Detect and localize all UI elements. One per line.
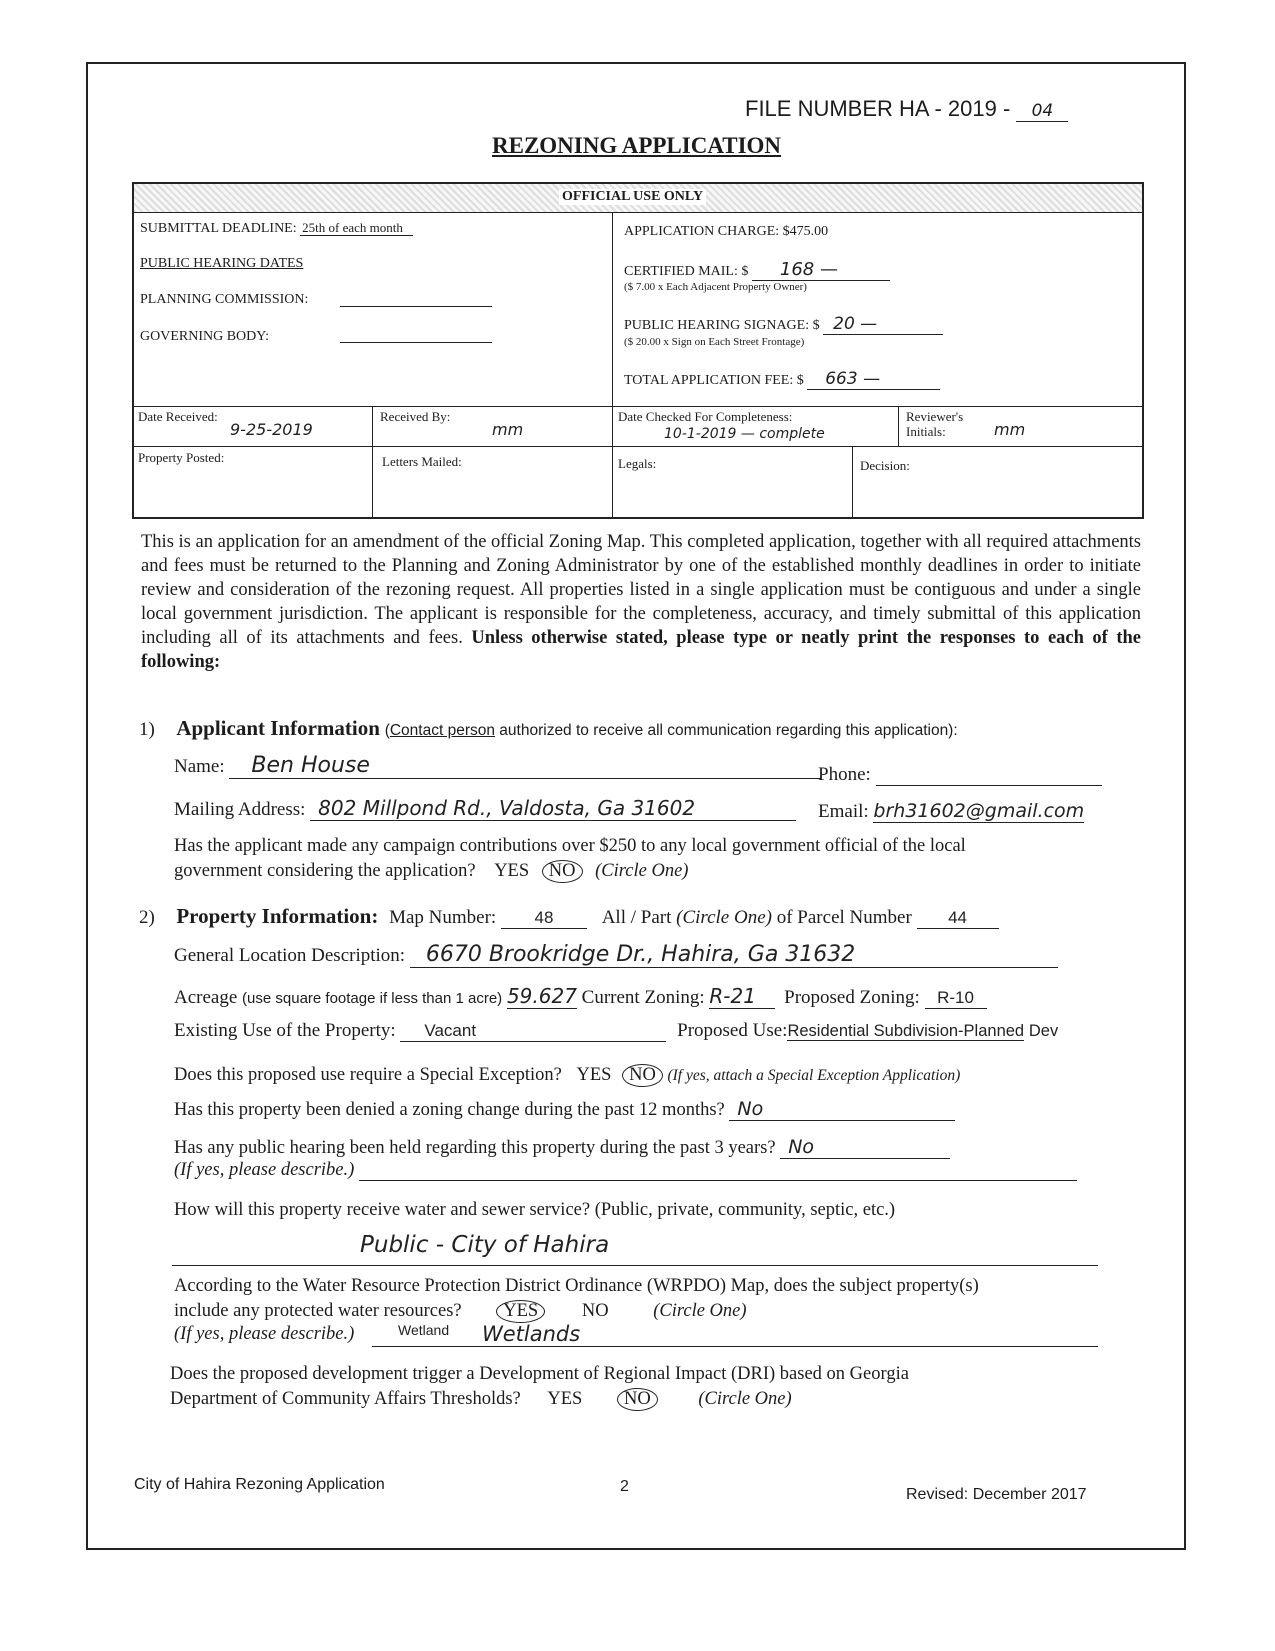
address-field[interactable]: 802 Millpond Rd., Valdosta, Ga 31602 bbox=[310, 796, 796, 821]
email-row bbox=[818, 800, 1084, 823]
name-field[interactable]: Ben House bbox=[229, 753, 821, 779]
intro-text: This is an application for an amendment of the official Zoning Map. This completed application, together with all required attachments and fees must be returned to the Planning and Zoning Administrator by one of the established monthly deadlines in order to initiate review and consideration of the rezoning request. All properties listed in a single application must be contiguous and under a single local government jurisdiction. The applicant is responsible for the completeness, accuracy, and timely submittal of this application including all of its attachments and fees. bbox=[141, 532, 1141, 648]
parcel-number-field[interactable]: 44 bbox=[917, 908, 999, 929]
hearing-row bbox=[174, 1136, 950, 1159]
certified-mail-value[interactable]: 168 — bbox=[752, 259, 890, 281]
received-by-value[interactable]: mm bbox=[492, 420, 524, 439]
certified-mail-note: ($ 7.00 x Each Adjacent Property Owner) bbox=[624, 281, 807, 293]
acreage-row bbox=[174, 984, 987, 1009]
section1-header bbox=[139, 716, 958, 741]
location-label: General Location Description: bbox=[174, 945, 406, 966]
special-exception-yes-option[interactable]: YES bbox=[576, 1065, 612, 1085]
submittal-deadline-label: SUBMITTAL DEADLINE: bbox=[140, 221, 297, 236]
official-use-header bbox=[134, 184, 1142, 213]
wrpdo-yes-option[interactable]: YES bbox=[496, 1300, 545, 1323]
email-field[interactable]: brh31602@gmail.com bbox=[873, 800, 1085, 822]
wrpdo-question-1: According to the Water Resource Protection District Ordinance (WRPDO) Map, does the subject property(s) bbox=[174, 1276, 979, 1296]
dri-question-1: Does the proposed development trigger a Development of Regional Impact (DRI) based on Georgia bbox=[170, 1364, 909, 1384]
divider-horizontal-1 bbox=[134, 406, 1142, 407]
hearing-describe-label: (If yes, please describe.) bbox=[174, 1160, 355, 1180]
parcel-number-label: of Parcel Number bbox=[776, 907, 912, 928]
wrpdo-describe-field[interactable] bbox=[372, 1344, 1098, 1347]
circle-one-note: (Circle One) bbox=[595, 861, 689, 881]
reviewer-label: Reviewer's bbox=[906, 409, 964, 424]
campaign-yes-option[interactable]: YES bbox=[494, 861, 530, 881]
wrpdo-describe-row bbox=[174, 1324, 354, 1345]
paren: ( bbox=[384, 722, 390, 739]
denied-field[interactable]: No bbox=[729, 1098, 955, 1121]
existing-use-row bbox=[174, 1020, 1058, 1042]
application-charge: APPLICATION CHARGE: $475.00 bbox=[624, 224, 829, 239]
current-zoning-field[interactable]: R-21 bbox=[709, 984, 775, 1009]
dri-question-text: Department of Community Affairs Thresholds? bbox=[170, 1389, 521, 1409]
campaign-question-2 bbox=[174, 860, 688, 883]
mailing-address-row bbox=[174, 796, 796, 821]
divider-col-2 bbox=[612, 406, 613, 519]
footer-right: Revised: December 2017 bbox=[906, 1486, 1087, 1503]
section2-number: 2) bbox=[139, 907, 155, 928]
wrpdo-describe-label: (If yes, please describe.) bbox=[174, 1324, 355, 1344]
total-fee bbox=[624, 369, 940, 390]
signage-label: PUBLIC HEARING SIGNAGE: $ bbox=[624, 318, 820, 333]
file-number bbox=[745, 96, 1068, 122]
proposed-use-label: Proposed Use: bbox=[677, 1020, 788, 1041]
official-use-heading: OFFICIAL USE ONLY bbox=[559, 189, 706, 205]
section2-header bbox=[139, 904, 999, 929]
address-label: Mailing Address: bbox=[174, 799, 306, 820]
date-received-label: Date Received: bbox=[138, 409, 218, 424]
governing-body-field[interactable] bbox=[340, 342, 492, 343]
name-label: Name: bbox=[174, 756, 225, 777]
wrpdo-typed-value: Wetland bbox=[398, 1322, 450, 1338]
signage-value[interactable]: 20 — bbox=[823, 314, 943, 335]
total-fee-label: TOTAL APPLICATION FEE: $ bbox=[624, 373, 804, 388]
certified-mail bbox=[624, 259, 890, 281]
divider-horizontal-2 bbox=[134, 446, 1142, 447]
page-title: REZONING APPLICATION bbox=[492, 133, 782, 158]
date-checked-label: Date Checked For Completeness: bbox=[618, 409, 793, 424]
date-checked-value[interactable]: 10-1-2019 — complete bbox=[664, 426, 825, 442]
reviewer-value[interactable]: mm bbox=[994, 420, 1026, 439]
divider-vertical bbox=[612, 212, 613, 407]
water-question: How will this property receive water and sewer service? (Public, private, community, septic, etc.) bbox=[174, 1200, 896, 1220]
submittal-deadline-value[interactable]: 25th of each month bbox=[300, 220, 413, 236]
special-exception-note: (If yes, attach a Special Exception Application) bbox=[667, 1067, 961, 1084]
total-fee-value[interactable]: 663 — bbox=[807, 369, 940, 390]
special-exception-question: Does this proposed use require a Special Exception? bbox=[174, 1065, 562, 1085]
received-by-label: Received By: bbox=[380, 409, 451, 424]
initials-label: Initials: bbox=[906, 424, 946, 439]
denied-question: Has this property been denied a zoning change during the past 12 months? bbox=[174, 1100, 725, 1120]
section1-heading: Applicant Information bbox=[176, 716, 380, 740]
existing-use-field[interactable]: Vacant bbox=[400, 1021, 666, 1042]
acreage-label: Acreage bbox=[174, 987, 238, 1008]
circle-one-note: (Circle One) bbox=[653, 1301, 747, 1321]
footer-page-number: 2 bbox=[620, 1478, 629, 1495]
acreage-field[interactable]: 59.627 bbox=[506, 984, 577, 1008]
circle-one-note: (Circle One) bbox=[676, 907, 772, 928]
divider-col-1 bbox=[372, 406, 373, 519]
file-number-label: FILE NUMBER HA - 2019 - bbox=[745, 96, 1011, 121]
phone-field[interactable] bbox=[876, 765, 1102, 786]
proposed-use-suffix: Dev bbox=[1028, 1022, 1059, 1040]
divider-col-4 bbox=[852, 446, 853, 519]
map-number-field[interactable]: 48 bbox=[501, 908, 587, 929]
hearing-describe-field[interactable] bbox=[359, 1162, 1077, 1181]
intro-bold-text: Unless otherwise stated, please type or neatly print the responses to each of the following: bbox=[141, 628, 1142, 672]
reviewer-initials bbox=[906, 409, 963, 439]
current-zoning-label: Current Zoning: bbox=[581, 987, 705, 1008]
denied-row bbox=[174, 1098, 955, 1121]
email-label: Email: bbox=[818, 801, 869, 822]
phone-row bbox=[818, 764, 1102, 786]
campaign-question-1: Has the applicant made any campaign contributions over $250 to any local government official of the local bbox=[174, 836, 966, 856]
intro-paragraph bbox=[141, 530, 1141, 674]
proposed-zoning-label: Proposed Zoning: bbox=[784, 987, 920, 1008]
footer-left: City of Hahira Rezoning Application bbox=[134, 1476, 385, 1493]
wrpdo-question-2 bbox=[174, 1300, 747, 1323]
submittal-deadline bbox=[140, 220, 413, 237]
section1-heading-note: authorized to receive all communication regarding this application): bbox=[499, 722, 958, 739]
hearing-question: Has any public hearing been held regarding this property during the past 3 years? bbox=[174, 1138, 776, 1158]
acreage-note: (use square footage if less than 1 acre) bbox=[242, 990, 503, 1007]
circle-one-note: (Circle One) bbox=[698, 1389, 792, 1409]
name-row bbox=[174, 753, 821, 779]
governing-body-label: GOVERNING BODY: bbox=[140, 329, 269, 344]
decision-label: Decision: bbox=[860, 458, 910, 473]
wrpdo-handwritten-value[interactable]: Wetlands bbox=[482, 1322, 581, 1346]
wrpdo-question-text: include any protected water resources? bbox=[174, 1301, 462, 1321]
official-use-box bbox=[132, 182, 1144, 519]
planning-commission-label: PLANNING COMMISSION: bbox=[140, 292, 309, 307]
phone-label: Phone: bbox=[818, 764, 871, 785]
file-number-value[interactable]: 04 bbox=[1016, 101, 1068, 122]
hearing-field[interactable]: No bbox=[780, 1136, 950, 1159]
date-received-value[interactable]: 9-25-2019 bbox=[230, 420, 313, 439]
location-row bbox=[174, 942, 1058, 968]
divider-col-3 bbox=[898, 406, 899, 446]
contact-person: Contact person bbox=[389, 722, 495, 739]
campaign-no-option[interactable]: NO bbox=[542, 860, 583, 883]
dri-no-option[interactable]: NO bbox=[617, 1388, 658, 1411]
special-exception-no-option[interactable]: NO bbox=[622, 1064, 663, 1087]
legals-label: Legals: bbox=[618, 456, 657, 471]
signage-note: ($ 20.00 x Sign on Each Street Frontage) bbox=[624, 336, 805, 348]
hearing-describe-row bbox=[174, 1160, 1077, 1181]
public-hearing-dates-label: PUBLIC HEARING DATES bbox=[140, 256, 304, 271]
proposed-use-field[interactable]: Residential Subdivision-Planned bbox=[787, 1022, 1025, 1040]
location-field[interactable]: 6670 Brookridge Dr., Hahira, Ga 31632 bbox=[410, 942, 1058, 968]
governing-body bbox=[140, 329, 269, 345]
property-posted-label: Property Posted: bbox=[138, 450, 225, 465]
map-number-label: Map Number: bbox=[389, 907, 497, 928]
all-part-option[interactable]: All / Part bbox=[601, 907, 672, 928]
dri-question-2 bbox=[170, 1388, 792, 1411]
water-field[interactable]: Public - City of Hahira bbox=[172, 1232, 1098, 1266]
signage bbox=[624, 314, 943, 335]
planning-commission bbox=[140, 292, 308, 308]
section2-heading: Property Information: bbox=[176, 904, 379, 928]
letters-mailed-label: Letters Mailed: bbox=[382, 454, 462, 469]
special-exception-row bbox=[174, 1064, 960, 1087]
section1-number: 1) bbox=[139, 719, 155, 740]
existing-use-label: Existing Use of the Property: bbox=[174, 1020, 396, 1041]
planning-commission-field[interactable] bbox=[340, 306, 492, 307]
proposed-zoning-field[interactable]: R-10 bbox=[925, 988, 987, 1009]
certified-mail-label: CERTIFIED MAIL: $ bbox=[624, 264, 749, 279]
dri-yes-option[interactable]: YES bbox=[547, 1389, 583, 1409]
campaign-question-text: government considering the application? bbox=[174, 861, 476, 881]
wrpdo-no-option[interactable]: NO bbox=[581, 1301, 609, 1321]
